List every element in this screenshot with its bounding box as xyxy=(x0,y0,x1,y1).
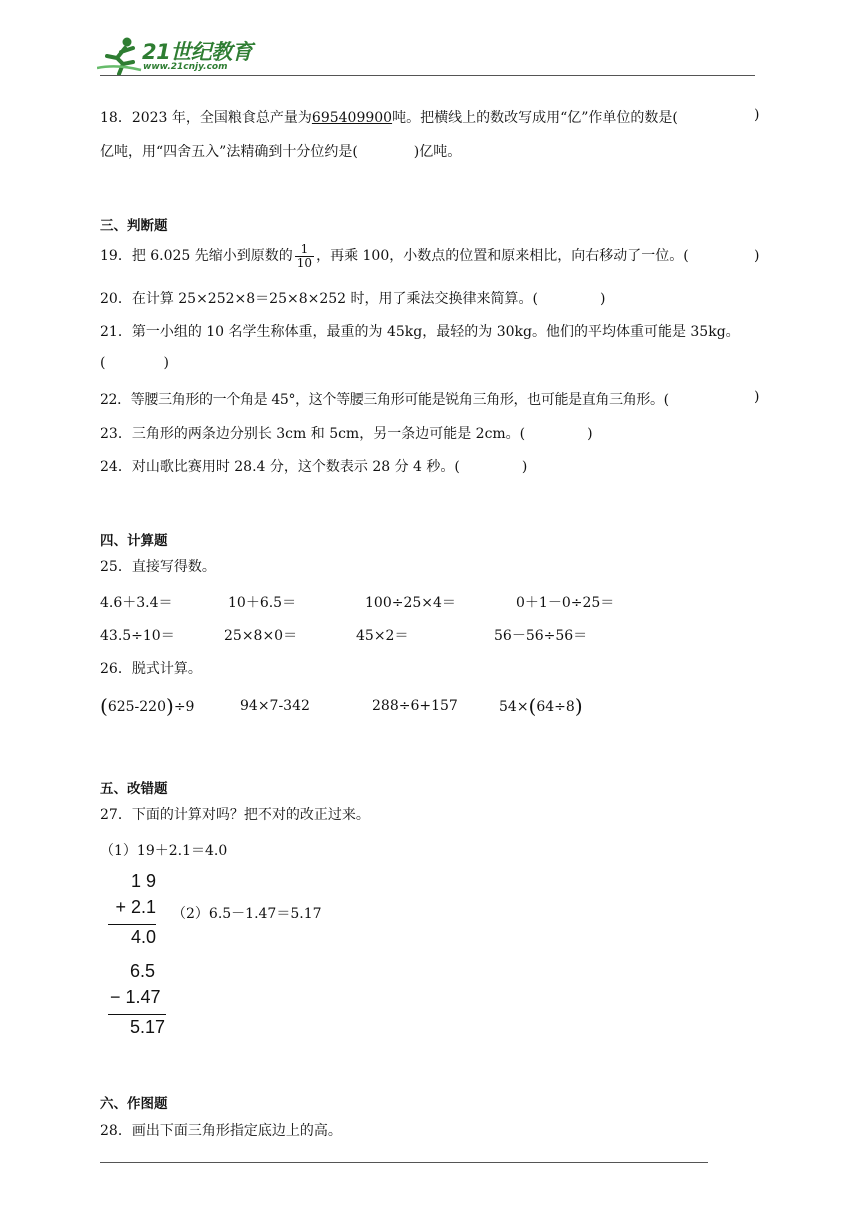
vcalc-line xyxy=(108,924,156,925)
q19-text-a: 19．把 6.025 先缩小到原数的 xyxy=(100,248,293,264)
q20 xyxy=(100,288,605,308)
q21-answer xyxy=(100,355,169,371)
calc-item: 56－56÷56＝ xyxy=(494,628,588,644)
expr-head: 54× xyxy=(499,699,529,715)
q18-text-a: 18．2023 年，全国粮食总产量为 xyxy=(100,110,312,126)
q21: 21．第一小组的 10 名学生称体重，最重的为 45kg，最轻的为 30kg。他们的平均体重可能是 35kg。 xyxy=(100,324,740,340)
calc-item: 4.6＋3.4＝ xyxy=(100,595,173,611)
q22: 22．等腰三角形的一个角是 45°，这个等腰三角形可能是锐角三角形，也可能是直角三角形。( xyxy=(100,392,669,408)
q19-text-b: ，再乘 100，小数点的位置和原来相比，向右移动了一位。( xyxy=(316,248,689,264)
q18-text-c: 亿吨，用“四舍五入”法精确到十分位约是( xyxy=(100,144,358,160)
calc-item: 25×8×0＝ xyxy=(224,628,298,644)
q22-close: ) xyxy=(754,389,760,405)
q27-part1: （1）19＋2.1＝4.0 xyxy=(100,843,228,859)
header-divider xyxy=(100,75,755,76)
expr-tail: ÷9 xyxy=(173,699,195,715)
q18-line1 xyxy=(100,107,678,127)
q24-text: 24．对山歌比赛用时 28.4 分，这个数表示 28 分 4 秒。( xyxy=(100,459,460,475)
q18-answer-close: ) xyxy=(754,107,760,123)
paren-open: ( xyxy=(100,694,108,718)
calc-item: 45×2＝ xyxy=(356,628,409,644)
q21-open: ( xyxy=(100,355,106,371)
section-title-judge: 三、判断题 xyxy=(100,218,168,234)
logo-text: 21世纪教育 xyxy=(142,40,253,64)
q18-line2 xyxy=(100,141,461,161)
fraction-denominator: 10 xyxy=(296,255,313,270)
q28: 28．画出下面三角形指定底边上的高。 xyxy=(100,1123,342,1139)
expression-2: 94×7-342 xyxy=(240,698,310,714)
runner-icon xyxy=(97,34,145,76)
expression-1 xyxy=(100,694,194,718)
q23-close: ) xyxy=(587,426,593,442)
q27: 27．下面的计算对吗？把不对的改正过来。 xyxy=(100,807,370,823)
vcalc-result: 4.0 xyxy=(130,927,156,947)
calc-item: 100÷25×4＝ xyxy=(365,595,456,611)
q21-close: ) xyxy=(163,355,169,371)
expr-inner: 64÷8 xyxy=(536,699,575,715)
q18-number: 695409900 xyxy=(311,110,393,126)
fraction-numerator: 1 xyxy=(295,243,314,257)
footer-divider xyxy=(100,1162,708,1163)
q20-text: 20．在计算 25×252×8＝25×8×252 时，用了乘法交换律来简算。( xyxy=(100,291,538,307)
calc-item: 10＋6.5＝ xyxy=(228,595,297,611)
q24 xyxy=(100,456,527,476)
vcalc-row: + 2.1 xyxy=(115,897,156,917)
paren-open: ( xyxy=(528,694,537,718)
q19-close: ) xyxy=(754,248,760,264)
logo-url: www.21cnjy.com xyxy=(143,62,228,72)
section-title-calc: 四、计算题 xyxy=(100,533,168,549)
vertical-calc-1 xyxy=(108,870,160,952)
vcalc-row: 1 9 xyxy=(130,871,156,891)
paren-close: ) xyxy=(166,694,174,718)
vcalc-row: 6.5 xyxy=(130,961,156,981)
paren-close: ) xyxy=(574,694,583,718)
section-title-fix: 五、改错题 xyxy=(100,781,168,797)
q23 xyxy=(100,423,593,443)
vertical-calc-2 xyxy=(108,960,168,1042)
calc-item: 43.5÷10＝ xyxy=(100,628,175,644)
fraction-one-tenth xyxy=(295,243,314,270)
expression-3: 288÷6+157 xyxy=(372,698,458,714)
section-title-draw: 六、作图题 xyxy=(100,1096,168,1112)
q18-text-b: 吨。把横线上的数改写成用“亿”作单位的数是( xyxy=(392,110,678,126)
expression-4 xyxy=(499,694,583,718)
calc-item: 0＋1－0÷25＝ xyxy=(516,595,615,611)
q23-text: 23．三角形的两条边分别长 3cm 和 5cm，另一条边可能是 2cm。( xyxy=(100,426,526,442)
vcalc-result: 5.17 xyxy=(130,1017,166,1037)
q20-close: ) xyxy=(599,291,606,307)
q27-part2: （2）6.5－1.47＝5.17 xyxy=(172,906,322,922)
expr-inner: 625-220 xyxy=(107,699,166,715)
q24-close: ) xyxy=(521,459,528,475)
q25: 25．直接写得数。 xyxy=(100,559,216,575)
logo xyxy=(97,34,257,76)
q18-text-d: )亿吨。 xyxy=(413,144,462,160)
q26: 26．脱式计算。 xyxy=(100,661,202,677)
q19 xyxy=(100,241,689,271)
vcalc-row: − 1.47 xyxy=(110,987,161,1007)
vcalc-line xyxy=(108,1014,166,1015)
